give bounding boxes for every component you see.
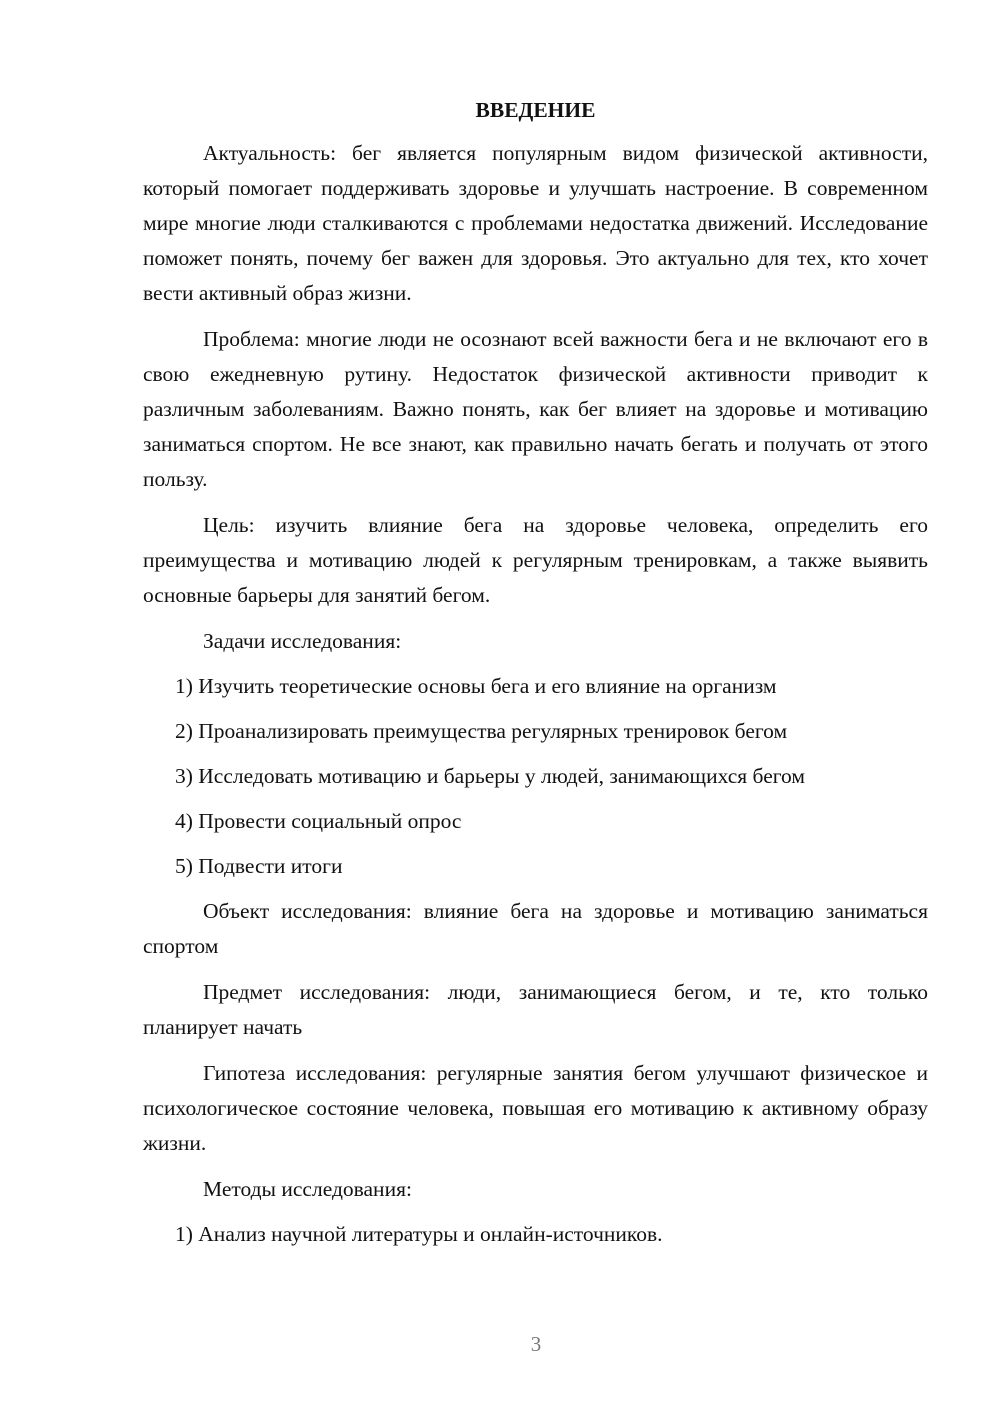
page-number: 3 bbox=[530, 1332, 542, 1356]
section-heading: ВВЕДЕНИЕ bbox=[475, 98, 596, 122]
hypothesis-paragraph: Гипотеза исследования: регулярные занятия бегом улучшают физическое и психологическое состояние человека, повышая его мотивацию к активному образу жизни. bbox=[143, 1061, 928, 1155]
tasks-label: Задачи исследования: bbox=[203, 629, 402, 653]
methods-list bbox=[143, 1217, 928, 1252]
relevance-paragraph: Актуальность: бег является популярным видом физической активности, который помогает поддерживать здоровье и улучшать настроение. В современном мире многие люди сталкиваются с проблемами недостатка движений. Исследование поможет понять, почему бег важен для здоровья. Это актуально для тех, кто хочет вести активный образ жизни. bbox=[143, 141, 928, 305]
tasks-list bbox=[143, 669, 928, 884]
goal-paragraph: Цель: изучить влияние бега на здоровье человека, определить его преимущества и мотивацию людей к регулярным тренировкам, а также выявить основные барьеры для занятий бегом. bbox=[143, 513, 928, 607]
list-item: 2) Проанализировать преимущества регулярных тренировок бегом bbox=[175, 719, 788, 743]
list-item: 3) Исследовать мотивацию и барьеры у людей, занимающихся бегом bbox=[175, 764, 805, 788]
problem-paragraph: Проблема: многие люди не осознают всей важности бега и не включают его в свою ежедневную рутину. Недостаток физической активности приводит к различным заболеваниям. Важно понять, как бег влияет на здоровье и мотивацию заниматься спортом. Не все знают, как правильно начать бегать и получать от этого пользу. bbox=[143, 327, 928, 491]
list-item: 1) Изучить теоретические основы бега и его влияние на организм bbox=[175, 674, 777, 698]
methods-label: Методы исследования: bbox=[203, 1177, 412, 1201]
subject-paragraph: Предмет исследования: люди, занимающиеся бегом, и те, кто только планирует начать bbox=[143, 980, 928, 1039]
page-content bbox=[143, 96, 928, 1262]
list-item: 1) Анализ научной литературы и онлайн-источников. bbox=[175, 1222, 663, 1246]
list-item: 4) Провести социальный опрос bbox=[175, 809, 462, 833]
list-item: 5) Подвести итоги bbox=[175, 854, 343, 878]
object-paragraph: Объект исследования: влияние бега на здоровье и мотивацию заниматься спортом bbox=[143, 899, 928, 958]
